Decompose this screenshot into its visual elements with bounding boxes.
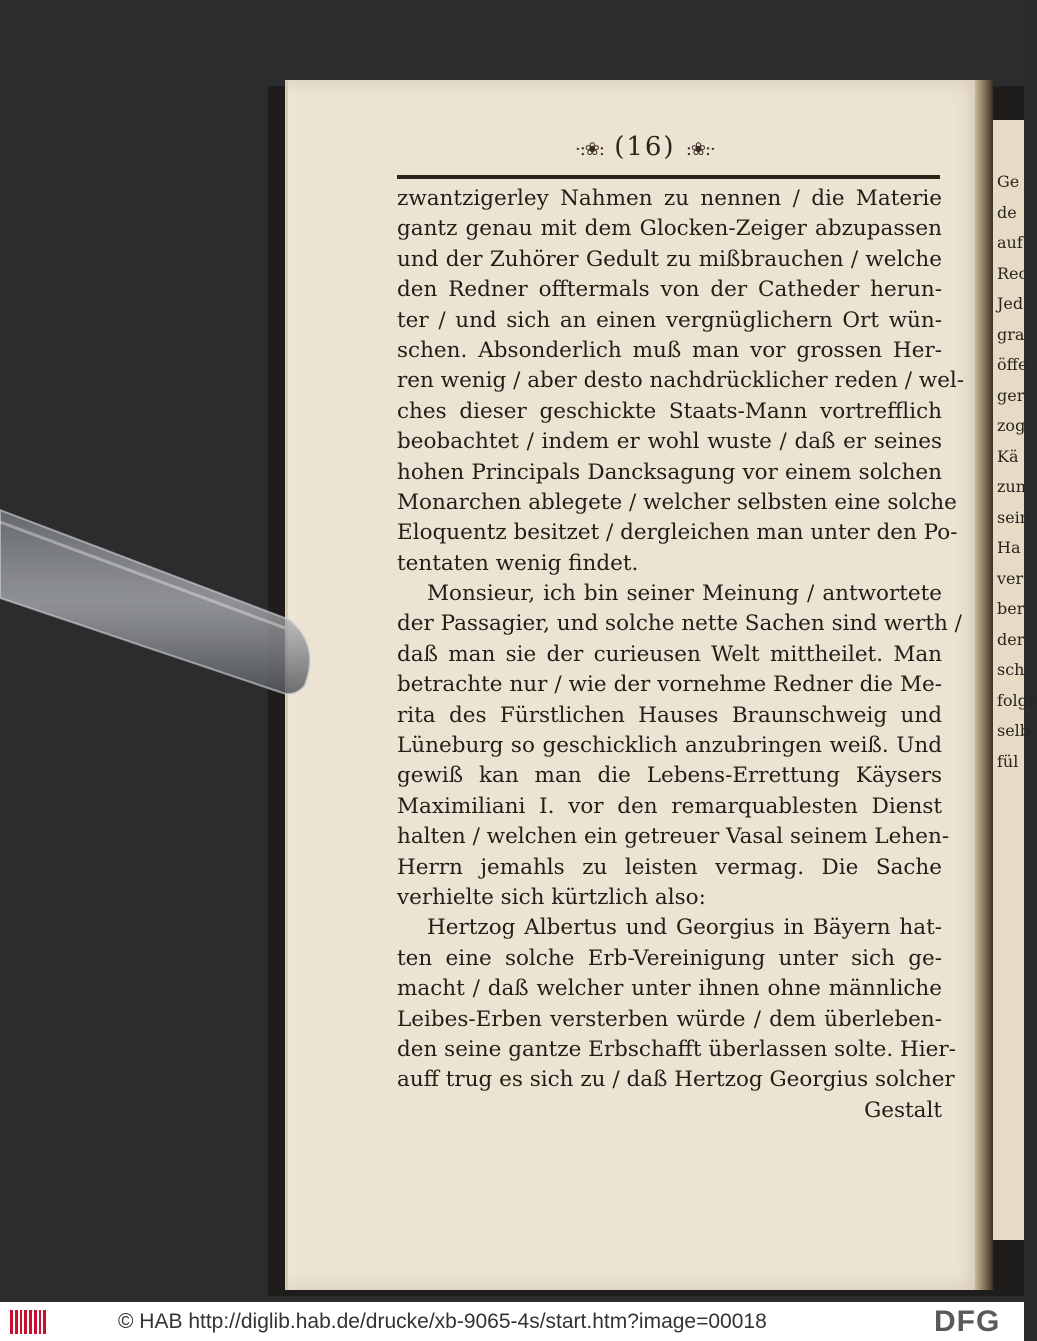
text-line: zwantzigerley Nahmen zu nennen / die Materie bbox=[397, 186, 942, 211]
facing-page-fragment: sch bbox=[997, 660, 1025, 679]
header-rule bbox=[397, 175, 940, 179]
header-ornament-right: :❀:· bbox=[685, 139, 715, 160]
text-line: Leibes-Erben versterben würde / dem überleben- bbox=[397, 1006, 942, 1032]
text-line: der Passagier, und solche nette Sachen sind werth / bbox=[397, 611, 962, 637]
text-line: ren wenig / aber desto nachdrücklicher reden / wel- bbox=[397, 368, 965, 394]
facing-page-fragment: de bbox=[997, 202, 1017, 222]
text-line: und der Zuhörer Gedult zu mißbrauchen / welche bbox=[397, 246, 942, 272]
text-line: macht / daß welcher unter ihnen ohne männliche bbox=[397, 976, 942, 1002]
text-line: Maximiliani I. vor den remarquablesten Dienst bbox=[397, 793, 942, 819]
text-line: Lüneburg so geschicklich anzubringen weiß. Und bbox=[397, 733, 942, 759]
text-line: ter / und sich an einen vergnüglichern Ort wün- bbox=[397, 307, 942, 333]
facing-page-fragment: der bbox=[997, 629, 1025, 649]
glass-pointer bbox=[0, 470, 320, 710]
text-line: auff trug es sich zu / daß Hertzog Georgius solcher bbox=[397, 1067, 955, 1093]
text-line: den Redner offtermals von der Catheder herun- bbox=[397, 277, 942, 303]
copyright-link[interactable]: © HAB http://diglib.hab.de/drucke/xb-9065-4s/start.htm?image=00018 bbox=[118, 1310, 767, 1333]
facing-page-fragment: Rec bbox=[997, 263, 1028, 283]
text-line: hohen Principals Dancksagung vor einem solchen bbox=[397, 459, 942, 485]
text-line: beobachtet / indem er wohl wuste / daß er seines bbox=[397, 429, 942, 455]
page-body-text bbox=[397, 184, 965, 1126]
text-line: tentaten wenig findet. bbox=[397, 550, 639, 576]
text-line: gewiß kan man die Lebens-Errettung Käysers bbox=[397, 763, 942, 789]
text-line: Hertzog Albertus und Georgius in Bäyern hat- bbox=[427, 915, 942, 941]
facing-page-fragment: ber bbox=[997, 599, 1025, 618]
facing-page-fragment: sein bbox=[997, 507, 1031, 527]
footer-bar bbox=[0, 1302, 1024, 1341]
text-line: Herrn jemahls zu leisten vermag. Die Sache bbox=[397, 854, 942, 880]
facing-page-fragment: Ge bbox=[997, 172, 1020, 191]
text-line: den seine gantze Erbschafft überlassen solte. Hier- bbox=[397, 1036, 956, 1062]
book-gutter bbox=[975, 80, 993, 1290]
text-line: halten / welchen ein getreuer Vasal seinem Lehen- bbox=[397, 824, 950, 850]
text-line: Monsieur, ich bin seiner Meinung / antwortete bbox=[427, 581, 942, 607]
facing-page-fragment: auf bbox=[997, 233, 1023, 252]
text-line: schen. Absonderlich muß man vor grossen Her- bbox=[397, 337, 942, 363]
facing-page-edge bbox=[993, 120, 1037, 1240]
text-line: daß man sie der curieusen Welt mittheilet. Man bbox=[397, 641, 942, 667]
text-line: ches dieser geschickte Staats-Mann vortrefflich bbox=[397, 398, 942, 424]
facing-page-fragment: zog bbox=[997, 416, 1026, 435]
hab-logo-icon bbox=[10, 1310, 46, 1334]
text-line: Gestalt bbox=[864, 1097, 942, 1123]
page-number: (16) bbox=[614, 132, 676, 162]
header-ornament-left: ·:❀: bbox=[575, 139, 604, 160]
facing-page-fragment: selb bbox=[997, 721, 1031, 740]
facing-page-fragment: ver bbox=[997, 568, 1024, 588]
facing-page-fragment: gra bbox=[997, 324, 1025, 344]
text-line: betrachte nur / wie der vornehme Redner die Me- bbox=[397, 672, 942, 698]
facing-page-fragment: folge bbox=[997, 690, 1037, 710]
text-line: Monarchen ablegete / welcher selbsten eine solche bbox=[397, 489, 957, 515]
facing-page-fragment: öffe bbox=[997, 355, 1028, 374]
text-line: rita des Fürstlichen Hauses Braunschweig und bbox=[397, 702, 942, 728]
text-line: Eloquentz besitzet / dergleichen man unter den Po- bbox=[397, 520, 958, 546]
text-line: gantz genau mit dem Glocken-Zeiger abzupassen bbox=[397, 216, 942, 242]
dfg-logo: DFG bbox=[934, 1305, 1001, 1338]
facing-page-fragment: Kä bbox=[997, 446, 1019, 466]
page-header bbox=[575, 132, 715, 162]
facing-page-fragment: ger bbox=[997, 385, 1025, 405]
text-line: verhielte sich kürtzlich also: bbox=[397, 884, 706, 910]
text-line: ten eine solche Erb-Vereinigung unter sich ge- bbox=[397, 945, 942, 971]
facing-page-fragment: fül bbox=[997, 751, 1019, 771]
facing-page-fragment: Ha bbox=[997, 538, 1021, 557]
facing-page-fragment: zun bbox=[997, 477, 1027, 496]
facing-page-fragment: Jed bbox=[997, 294, 1024, 313]
